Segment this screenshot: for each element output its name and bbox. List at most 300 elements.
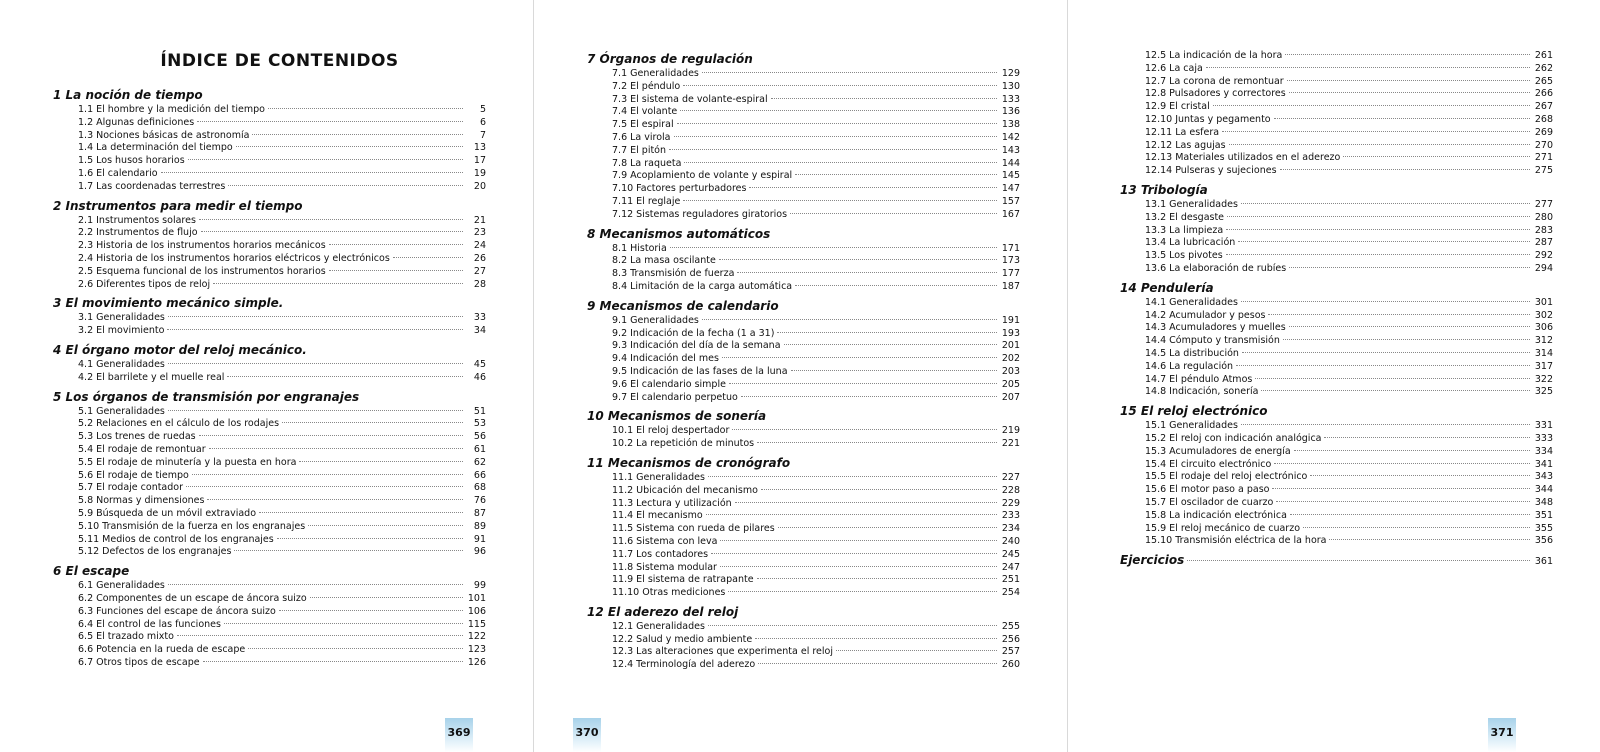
toc-entry[interactable] (1120, 497, 1553, 510)
toc-entry[interactable] (53, 117, 486, 130)
entry-page-number: 26 (473, 252, 486, 264)
entry-label: 13.4 La lubricación (1145, 237, 1236, 249)
dot-leader (1310, 475, 1529, 476)
toc-entry[interactable] (587, 536, 1020, 549)
toc-entry[interactable] (53, 312, 486, 325)
section-heading: 2 Instrumentos para medir el tiempo (53, 198, 303, 213)
dot-leader (711, 553, 997, 554)
entry-page-number: 271 (1534, 152, 1553, 164)
entry-page-number: 20 (473, 180, 486, 192)
entry-label: 14.6 La regulación (1145, 360, 1234, 372)
entry-page-number: 254 (1001, 587, 1020, 599)
toc-entry[interactable] (587, 574, 1020, 587)
toc-entry[interactable] (53, 444, 486, 457)
toc-entry[interactable] (53, 215, 486, 228)
entry-page-number: 262 (1534, 62, 1553, 74)
toc-entry[interactable] (53, 104, 486, 117)
entry-page-number: 19 (473, 167, 486, 179)
toc-entry[interactable] (1120, 361, 1553, 374)
dot-leader (1324, 437, 1529, 438)
entry-page-number: 129 (1001, 68, 1020, 79)
toc-entry[interactable] (53, 580, 486, 593)
toc-entry[interactable] (53, 266, 486, 279)
entry-label: 12.14 Pulseras y sujeciones (1145, 165, 1277, 177)
toc-entry[interactable] (587, 81, 1020, 94)
toc-entry[interactable] (1120, 484, 1553, 497)
toc-entry[interactable] (53, 130, 486, 143)
toc-entry[interactable] (587, 366, 1020, 379)
dot-leader (1206, 67, 1530, 68)
entry-page-number: 277 (1534, 198, 1553, 210)
page-371 (1068, 0, 1600, 752)
toc-entry[interactable] (1120, 63, 1553, 76)
toc-entry[interactable] (1120, 88, 1553, 101)
toc-entry[interactable] (53, 406, 486, 419)
dot-leader (1274, 118, 1530, 119)
dot-leader (186, 486, 463, 487)
toc-entry[interactable] (1120, 471, 1553, 484)
entry-page-number: 96 (473, 546, 486, 558)
dot-leader (680, 110, 997, 111)
entry-page-number: 147 (1001, 183, 1020, 195)
entry-page-number: 322 (1534, 373, 1553, 385)
entry-page-number: 355 (1534, 522, 1553, 534)
entry-label: 5.6 El rodaje de tiempo (78, 469, 189, 481)
entry-label: 9.2 Indicación de la fecha (1 a 31) (612, 327, 775, 339)
toc-entry[interactable] (1120, 127, 1553, 140)
entry-page-number: 306 (1534, 322, 1553, 334)
dot-leader (207, 499, 463, 500)
toc-entry[interactable] (587, 587, 1020, 600)
toc-entry[interactable] (1120, 199, 1553, 212)
entry-page-number: 219 (1001, 425, 1020, 437)
toc-entry[interactable] (53, 495, 486, 508)
toc-entry[interactable] (53, 631, 486, 644)
entry-page-number: 283 (1534, 224, 1553, 236)
toc-entry[interactable] (53, 534, 486, 547)
toc-entry[interactable] (1120, 114, 1553, 127)
toc-entry[interactable] (53, 657, 486, 670)
toc-entry[interactable] (587, 196, 1020, 209)
entry-label: 5.1 Generalidades (78, 405, 165, 417)
toc-entry[interactable] (53, 418, 486, 431)
dot-leader (1329, 539, 1529, 540)
entry-label: 1.1 El hombre y la medición del tiempo (78, 104, 265, 115)
entry-label: 12.9 El cristal (1145, 101, 1210, 113)
toc-entry[interactable] (587, 392, 1020, 405)
toc-entry[interactable] (1120, 374, 1553, 387)
dot-leader (755, 638, 997, 639)
entry-label: 2.2 Instrumentos de flujo (78, 227, 198, 239)
entry-label: 9.7 El calendario perpetuo (612, 391, 738, 403)
dot-leader (1227, 216, 1530, 217)
entry-page-number: 99 (473, 580, 486, 592)
toc-entry[interactable] (53, 372, 486, 385)
page-number: 370 (573, 718, 601, 752)
page-number: 369 (445, 718, 473, 752)
dot-leader (702, 72, 997, 73)
entry-page-number: 292 (1534, 250, 1553, 262)
page-title: ÍNDICE DE CONTENIDOS (160, 51, 399, 71)
toc-entry[interactable] (587, 659, 1020, 672)
toc-entry[interactable] (53, 431, 486, 444)
dot-leader (670, 247, 997, 248)
entry-label: 4.2 El barrilete y el muelle real (78, 371, 225, 383)
dot-leader (234, 550, 463, 551)
toc-entry[interactable] (53, 546, 486, 559)
dot-leader (1187, 560, 1530, 561)
dot-leader (310, 597, 463, 598)
entry-label: 6.1 Generalidades (78, 580, 165, 592)
section-heading: 8 Mecanismos automáticos (587, 226, 771, 241)
entry-page-number: 351 (1534, 509, 1553, 521)
entry-page-number: 301 (1534, 296, 1553, 308)
toc-entry[interactable] (53, 606, 486, 619)
toc-entry[interactable] (587, 485, 1020, 498)
dot-leader (199, 219, 463, 220)
dot-leader (248, 648, 463, 649)
toc-entry[interactable] (587, 472, 1020, 485)
toc-entry[interactable] (1120, 386, 1553, 399)
toc-entry[interactable] (587, 353, 1020, 366)
toc-entry[interactable] (53, 482, 486, 495)
dot-leader (329, 270, 463, 271)
entry-label: 8.4 Limitación de la carga automática (612, 280, 793, 292)
entry-label: 5.4 El rodaje de remontuar (78, 443, 206, 455)
entry-page-number: 268 (1534, 113, 1553, 125)
dot-leader (1289, 92, 1530, 93)
toc-entry[interactable] (53, 181, 486, 194)
toc-entry[interactable] (587, 132, 1020, 145)
toc-entry[interactable] (587, 438, 1020, 451)
toc-entry[interactable] (53, 142, 486, 155)
toc-entry[interactable] (587, 562, 1020, 575)
entry-page-number: 257 (1001, 646, 1020, 658)
toc-entry[interactable] (53, 521, 486, 534)
dot-leader (167, 329, 463, 330)
toc-entry[interactable] (1120, 510, 1553, 523)
toc-entry[interactable] (1120, 50, 1553, 63)
dot-leader (228, 185, 463, 186)
toc-entry[interactable] (53, 457, 486, 470)
dot-leader (836, 650, 997, 651)
entry-page-number: 287 (1534, 237, 1553, 249)
entry-page-number: 53 (473, 418, 486, 430)
entry-page-number: 61 (473, 443, 486, 455)
entry-page-number: 126 (467, 656, 486, 668)
toc-entry[interactable] (587, 281, 1020, 294)
dot-leader (209, 448, 463, 449)
entry-page-number: 275 (1534, 165, 1553, 177)
dot-leader (308, 525, 463, 526)
entry-label: 12.1 Generalidades (612, 620, 705, 632)
entry-page-number: 203 (1001, 365, 1020, 377)
dot-leader (758, 663, 997, 664)
entry-page-number: 312 (1534, 335, 1553, 347)
toc-entry[interactable] (53, 168, 486, 181)
dot-leader (720, 540, 996, 541)
dot-leader (722, 357, 997, 358)
dot-leader (1274, 463, 1530, 464)
entry-label: 9.3 Indicación del día de la semana (612, 340, 781, 352)
entry-page-number: 68 (473, 482, 486, 494)
toc-entry[interactable] (1120, 459, 1553, 472)
toc-entry[interactable] (1120, 152, 1553, 165)
toc-entry[interactable] (1120, 446, 1553, 459)
dot-leader (199, 435, 463, 436)
section-heading: 6 El escape (53, 564, 130, 579)
toc-entry[interactable] (587, 523, 1020, 536)
dot-leader (1241, 424, 1530, 425)
entry-page-number: 266 (1534, 88, 1553, 100)
entry-label: 15.10 Transmisión eléctrica de la hora (1145, 535, 1327, 547)
entry-page-number: 89 (473, 520, 486, 532)
entry-label: 3.1 Generalidades (78, 312, 165, 324)
dot-leader (277, 538, 463, 539)
toc-entry[interactable] (53, 359, 486, 372)
toc-entry[interactable] (587, 549, 1020, 562)
entry-label: 13.2 El desgaste (1145, 211, 1225, 223)
dot-leader (708, 476, 997, 477)
entry-label: 11.7 Los contadores (612, 548, 709, 560)
dot-leader (1222, 131, 1530, 132)
entry-page-number: 17 (473, 155, 486, 167)
dot-leader (1343, 156, 1530, 157)
dot-leader (1287, 80, 1530, 81)
entry-label: 5.10 Transmisión de la fuerza en los engranajes (78, 520, 306, 532)
entry-page-number: 302 (1534, 309, 1553, 321)
toc-entry[interactable] (1120, 140, 1553, 153)
toc-entry[interactable] (587, 119, 1020, 132)
entry-page-number: 267 (1534, 101, 1553, 113)
entry-label: 8.2 La masa oscilante (612, 255, 716, 267)
entry-page-number: 256 (1001, 633, 1020, 645)
entry-label: 11.9 El sistema de ratrapante (612, 574, 754, 586)
entry-page-number: 23 (473, 227, 486, 239)
entry-label: 9.5 Indicación de las fases de la luna (612, 365, 788, 377)
entry-page-number: 245 (1001, 548, 1020, 560)
toc-entry[interactable] (1120, 212, 1553, 225)
entry-label: 11.2 Ubicación del mecanismo (612, 484, 758, 496)
dot-leader (192, 474, 463, 475)
toc-entry[interactable] (1120, 322, 1553, 335)
entry-label: 5.9 Búsqueda de un móvil extraviado (78, 507, 257, 519)
entry-label: 1.3 Nociones básicas de astronomía (78, 129, 250, 141)
toc-entry[interactable] (587, 106, 1020, 119)
toc-entry[interactable] (1120, 420, 1553, 433)
entry-label: 11.1 Generalidades (612, 471, 705, 483)
toc-entry[interactable] (53, 240, 486, 253)
entry-label: 10.1 El reloj despertador (612, 425, 730, 437)
toc-entry[interactable] (53, 253, 486, 266)
entry-label: 2.5 Esquema funcional de los instrumentos horarios (78, 265, 326, 277)
toc-entry[interactable] (1120, 535, 1553, 548)
entry-label: 7.1 Generalidades (612, 68, 699, 79)
section-heading: 4 El órgano motor del reloj mecánico. (53, 342, 307, 357)
toc-entry[interactable] (587, 621, 1020, 634)
entry-page-number: 344 (1534, 484, 1553, 496)
dot-leader (1303, 527, 1530, 528)
toc-entry[interactable] (53, 619, 486, 632)
section-heading: 12 El aderezo del reloj (587, 604, 739, 619)
toc-entry[interactable] (53, 470, 486, 483)
toc-entry[interactable] (1120, 165, 1553, 178)
entry-label: 2.4 Historia de los instrumentos horarios eléctricos y electrónicos (78, 252, 390, 264)
toc-entry[interactable] (1120, 250, 1553, 263)
toc-entry[interactable] (587, 646, 1020, 659)
dot-leader (1261, 390, 1529, 391)
entry-page-number: 123 (467, 644, 486, 656)
entry-page-number: 173 (1001, 255, 1020, 267)
entry-page-number: 228 (1001, 484, 1020, 496)
entry-label: 14.5 La distribución (1145, 347, 1239, 359)
dot-leader (1236, 365, 1530, 366)
entry-page-number: 333 (1534, 432, 1553, 444)
toc-entry[interactable] (587, 425, 1020, 438)
section-heading: 9 Mecanismos de calendario (587, 298, 779, 313)
entry-label: 2.3 Historia de los instrumentos horarios mecánicos (78, 240, 326, 252)
entry-page-number: 234 (1001, 523, 1020, 535)
toc-entry[interactable] (587, 209, 1020, 222)
entry-label: 15.1 Generalidades (1145, 420, 1238, 432)
toc-column-1 (53, 48, 486, 670)
section-heading: 5 Los órganos de transmisión por engranajes (53, 389, 360, 404)
toc-entry[interactable] (587, 255, 1020, 268)
toc-entry[interactable] (587, 328, 1020, 341)
toc-entry[interactable] (1120, 348, 1553, 361)
toc-entry[interactable] (1120, 76, 1553, 89)
entry-page-number: 361 (1534, 556, 1553, 568)
dot-leader (795, 285, 997, 286)
toc-entry[interactable] (1120, 433, 1553, 446)
entry-label: 7.5 El espiral (612, 119, 674, 131)
entry-label: 11.4 El mecanismo (612, 510, 703, 522)
entry-label: 5.11 Medios de control de los engranajes (78, 533, 274, 545)
toc-entry[interactable] (1120, 310, 1553, 323)
dot-leader (1226, 229, 1530, 230)
entry-label: 12.4 Terminología del aderezo (612, 659, 756, 671)
toc-entry[interactable] (53, 155, 486, 168)
entry-page-number: 294 (1534, 262, 1553, 274)
entry-label: 4.1 Generalidades (78, 358, 165, 370)
entry-label: 12.6 La caja (1145, 62, 1203, 74)
entry-label: 13.1 Generalidades (1145, 198, 1238, 210)
entry-label: 11.6 Sistema con leva (612, 535, 718, 547)
toc-entry[interactable] (1120, 523, 1553, 536)
dot-leader (784, 344, 997, 345)
toc-entry[interactable] (53, 508, 486, 521)
dot-leader (732, 429, 996, 430)
toc-entry[interactable] (587, 315, 1020, 328)
toc-entry[interactable] (587, 340, 1020, 353)
entry-page-number: 331 (1534, 420, 1553, 432)
dot-leader (791, 370, 997, 371)
entry-page-number: 221 (1001, 438, 1020, 450)
toc-entry[interactable] (587, 634, 1020, 647)
dot-leader (236, 146, 463, 147)
toc-entry[interactable] (1120, 225, 1553, 238)
toc-entry[interactable] (587, 379, 1020, 392)
entry-label: 7.6 La virola (612, 131, 671, 143)
toc-entry[interactable] (587, 268, 1020, 281)
entry-label: 11.5 Sistema con rueda de pilares (612, 523, 775, 535)
dot-leader (168, 410, 463, 411)
toc-entry[interactable] (587, 183, 1020, 196)
entry-label: 15.6 El motor paso a paso (1145, 484, 1270, 496)
dot-leader (708, 625, 997, 626)
section-heading: 3 El movimiento mecánico simple. (53, 296, 284, 311)
toc-entry[interactable] (587, 94, 1020, 107)
entry-label: 10.2 La repetición de minutos (612, 438, 755, 450)
toc-column-2 (587, 50, 1020, 672)
entry-page-number: 34 (473, 325, 486, 337)
entry-label: 15.3 Acumuladores de energía (1145, 445, 1291, 457)
entry-page-number: 101 (467, 592, 486, 604)
dot-leader (168, 316, 463, 317)
dot-leader (1241, 203, 1530, 204)
entry-page-number: 193 (1001, 327, 1020, 339)
entry-label: 7.2 El péndulo (612, 80, 681, 92)
section-heading: 11 Mecanismos de cronógrafo (587, 455, 791, 470)
toc-entry[interactable] (587, 170, 1020, 183)
toc-entry[interactable] (53, 325, 486, 338)
entry-page-number: 251 (1001, 574, 1020, 586)
entry-label: 7.3 El sistema de volante-espiral (612, 93, 768, 105)
dot-leader (719, 259, 997, 260)
toc-entry[interactable] (587, 243, 1020, 256)
entry-page-number: 24 (473, 240, 486, 252)
toc-entry[interactable] (587, 145, 1020, 158)
toc-entry[interactable] (53, 593, 486, 606)
dot-leader (161, 172, 463, 173)
toc-entry[interactable] (53, 279, 486, 292)
dot-leader (735, 502, 997, 503)
entry-label: 9.4 Indicación del mes (612, 353, 719, 365)
entry-label: 8.1 Historia (612, 242, 667, 254)
dot-leader (777, 332, 996, 333)
dot-leader (1242, 352, 1530, 353)
dot-leader (227, 376, 463, 377)
toc-entry[interactable] (1120, 237, 1553, 250)
entry-page-number: 187 (1001, 280, 1020, 292)
toc-entry-exercises[interactable] (1120, 551, 1553, 569)
dot-leader (213, 283, 463, 284)
toc-entry[interactable] (1120, 297, 1553, 310)
toc-entry[interactable] (1120, 263, 1553, 276)
entry-page-number: 144 (1001, 157, 1020, 169)
toc-entry[interactable] (587, 158, 1020, 171)
entry-label: 9.1 Generalidades (612, 314, 699, 326)
toc-entry[interactable] (587, 68, 1020, 81)
toc-entry[interactable] (1120, 335, 1553, 348)
dot-leader (674, 136, 997, 137)
toc-entry[interactable] (1120, 101, 1553, 114)
dot-leader (771, 98, 997, 99)
entry-page-number: 133 (1001, 93, 1020, 105)
toc-entry[interactable] (587, 510, 1020, 523)
dot-leader (299, 461, 463, 462)
toc-entry[interactable] (53, 644, 486, 657)
toc-entry[interactable] (587, 498, 1020, 511)
dot-leader (778, 527, 997, 528)
dot-leader (1283, 339, 1530, 340)
entry-label: 6.2 Componentes de un escape de áncora suizo (78, 592, 307, 604)
entry-label: Ejercicios (1120, 553, 1185, 568)
entry-page-number: 138 (1001, 119, 1020, 131)
entry-label: 15.9 El reloj mecánico de cuarzo (1145, 522, 1301, 534)
entry-label: 7.11 El reglaje (612, 195, 681, 207)
toc-entry[interactable] (53, 227, 486, 240)
